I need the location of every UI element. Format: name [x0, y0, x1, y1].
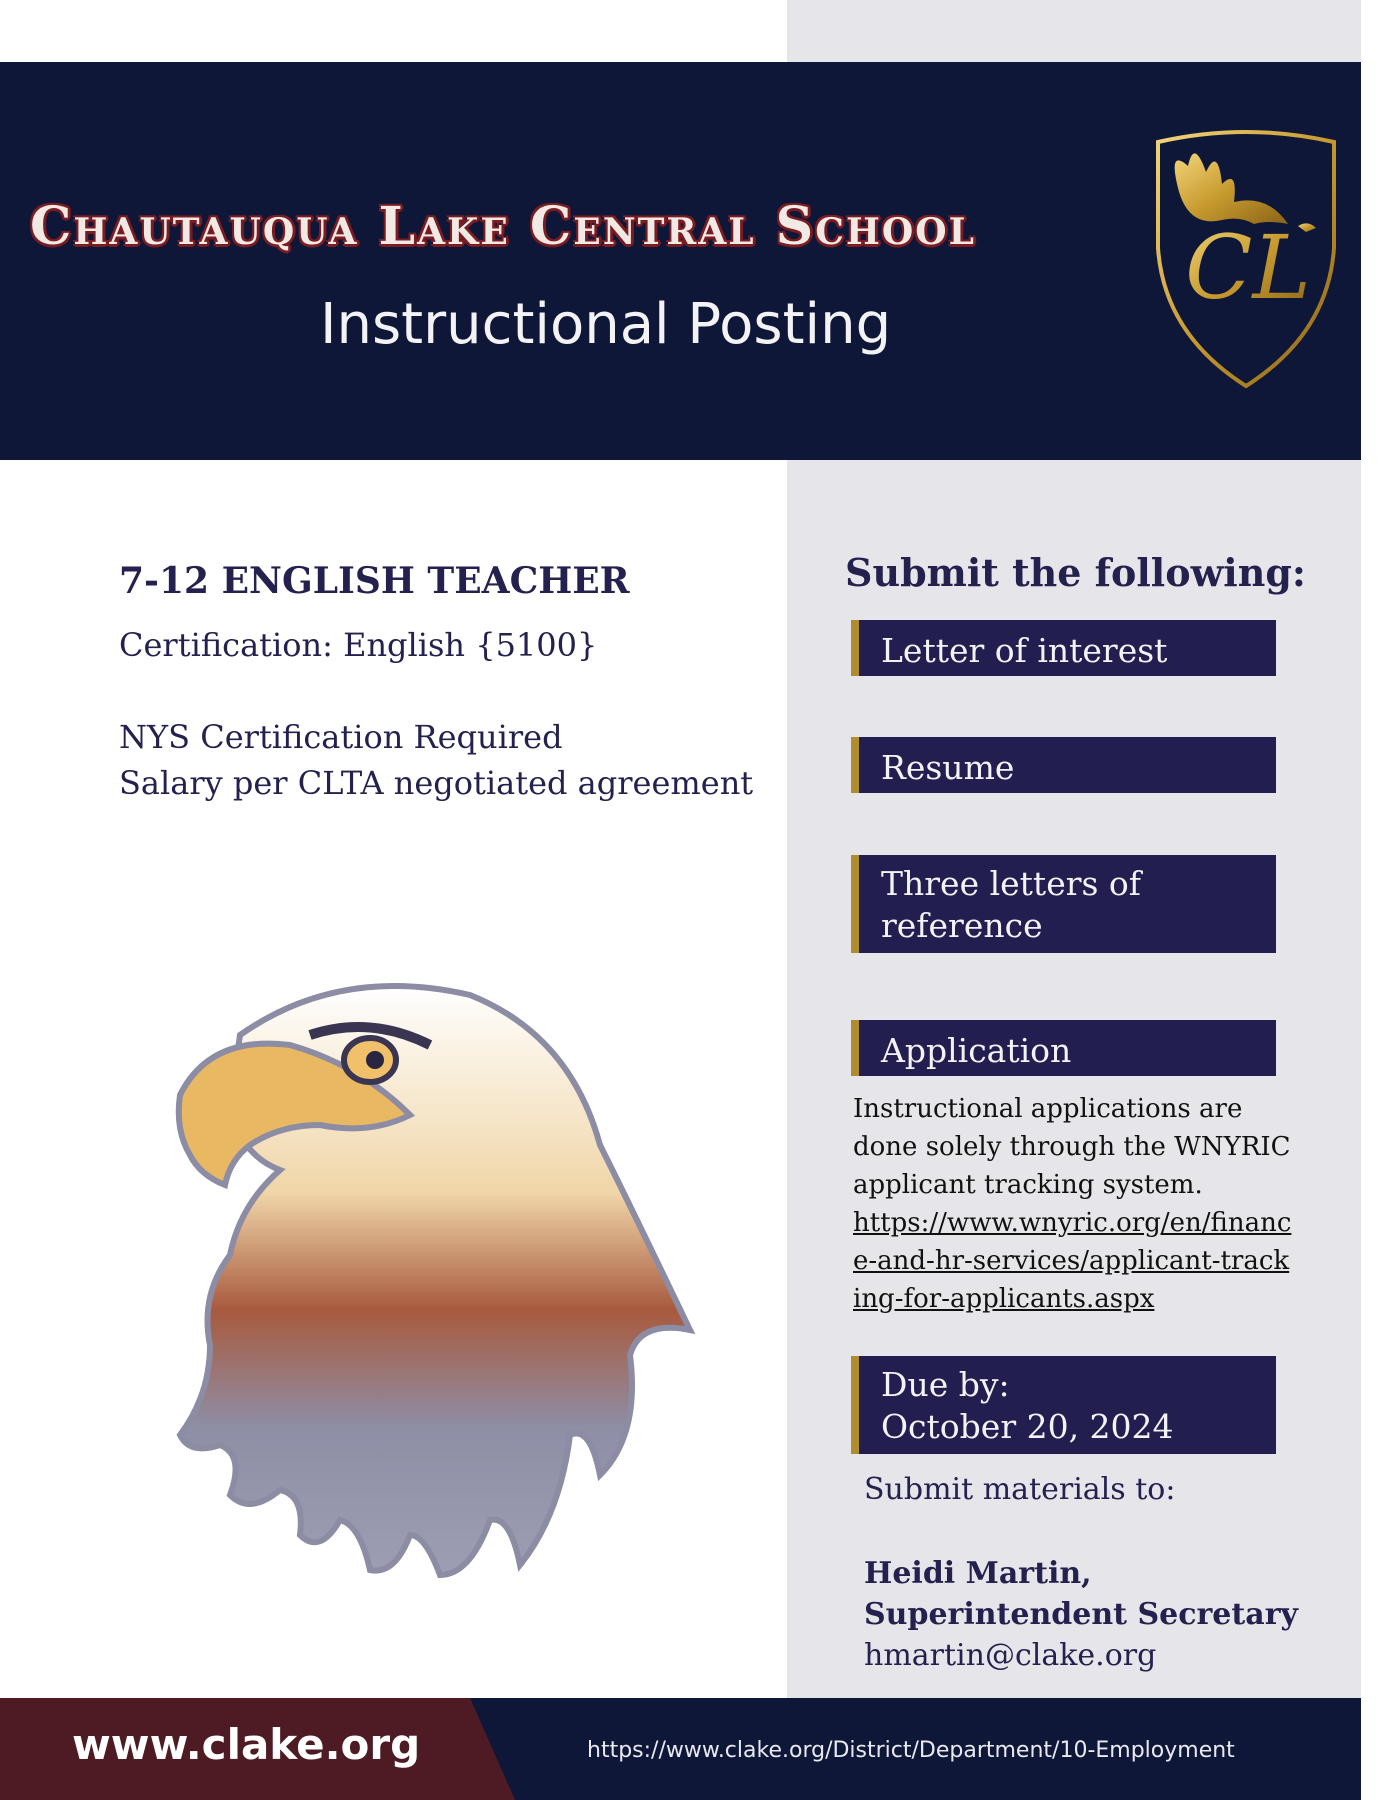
certification-text: Certification: English {5100} — [119, 626, 598, 664]
footer-employment-link[interactable]: https://www.clake.org/District/Department/10-Employment — [587, 1738, 1235, 1763]
eagle-wing-icon — [1175, 153, 1288, 224]
due-date: October 20, 2024 — [881, 1407, 1174, 1446]
requirement-references — [851, 855, 1276, 953]
due-label: Due by: — [881, 1365, 1010, 1404]
due-date-box — [851, 1356, 1276, 1454]
requirement-label-line1: Three letters of — [881, 864, 1142, 903]
contact-role: Superintendent Secretary — [864, 1597, 1298, 1632]
eagle-head-illustration — [170, 975, 710, 1580]
application-description-text: Instructional applications are done solely through the WNYRIC applicant tracking system. — [853, 1094, 1291, 1200]
logo-letters: CL — [1185, 216, 1311, 319]
school-name: Chautauqua Lake Central School — [30, 196, 976, 257]
application-tracking-link[interactable]: https://www.wnyric.org/en/finance-and-hr-services/applicant-tracking-for-applicants.aspx — [853, 1208, 1292, 1314]
salary-text: Salary per CLTA negotiated agreement — [119, 764, 754, 802]
requirement-label-line2: reference — [881, 906, 1043, 945]
requirement-label: Letter of interest — [881, 631, 1168, 670]
footer-bar — [0, 1698, 1361, 1800]
requirement-letter-of-interest — [851, 620, 1276, 676]
posting-subtitle: Instructional Posting — [320, 292, 892, 357]
contact-name: Heidi Martin, — [864, 1556, 1092, 1591]
job-title: 7-12 ENGLISH TEACHER — [119, 560, 630, 602]
requirement-label: Application — [881, 1031, 1072, 1070]
requirement-resume — [851, 737, 1276, 793]
submit-heading: Submit the following: — [845, 550, 1306, 595]
requirement-application — [851, 1020, 1276, 1076]
requirement-label: Resume — [881, 748, 1015, 787]
page-margin — [1361, 0, 1391, 1800]
submit-to-label: Submit materials to: — [864, 1472, 1176, 1507]
footer-website-link[interactable]: www.clake.org — [72, 1720, 421, 1769]
application-description — [853, 1090, 1293, 1318]
contact-email-link[interactable]: hmartin@clake.org — [864, 1638, 1157, 1673]
school-shield-logo — [1148, 128, 1344, 392]
certification-requirement: NYS Certification Required — [119, 718, 563, 756]
